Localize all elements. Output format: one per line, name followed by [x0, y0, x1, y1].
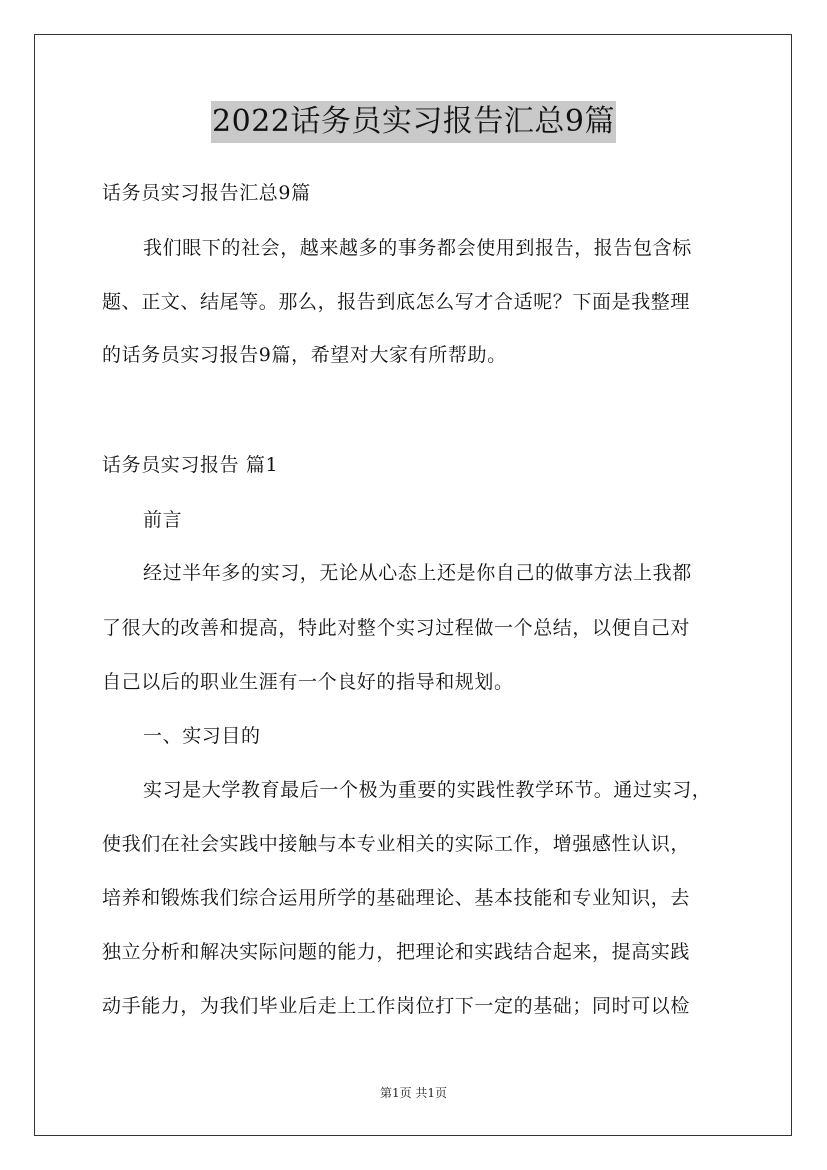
- preface-line-3: 自己以后的职业生涯有一个良好的指导和规划。: [102, 671, 514, 693]
- preface-line-1: 经过半年多的实习，无论从心态上还是你自己的做事方法上我都: [143, 562, 692, 584]
- purpose-line-5: 动手能力，为我们毕业后走上工作岗位打下一定的基础；同时可以检: [102, 995, 691, 1017]
- document-title: 2022话务员实习报告汇总9篇: [211, 101, 616, 143]
- section-heading: 话务员实习报告 篇1: [102, 454, 279, 476]
- purpose-line-1: 实习是大学教育最后一个极为重要的实践性教学环节。通过实习，: [143, 779, 712, 801]
- purpose-heading: 一、实习目的: [143, 725, 261, 747]
- intro-line-3: 的话务员实习报告9篇，希望对大家有所帮助。: [102, 344, 507, 366]
- intro-line-1: 我们眼下的社会，越来越多的事务都会使用到报告，报告包含标: [143, 237, 692, 259]
- preface-label: 前言: [143, 509, 183, 531]
- purpose-line-4: 独立分析和解决实际问题的能力，把理论和实践结合起来，提高实践: [102, 941, 691, 963]
- purpose-line-3: 培养和锻炼我们综合运用所学的基础理论、基本技能和专业知识，去: [102, 887, 691, 909]
- intro-line-2: 题、正文、结尾等。那么，报告到底怎么写才合适呢？下面是我整理: [102, 291, 691, 313]
- purpose-line-2: 使我们在社会实践中接触与本专业相关的实际工作，增强感性认识，: [102, 833, 691, 855]
- title-container: [0, 101, 827, 143]
- subtitle: 话务员实习报告汇总9篇: [102, 182, 311, 204]
- page-footer: 第1页 共1页: [379, 1086, 448, 1100]
- preface-line-2: 了很大的改善和提高，特此对整个实习过程做一个总结，以便自己对: [102, 617, 691, 639]
